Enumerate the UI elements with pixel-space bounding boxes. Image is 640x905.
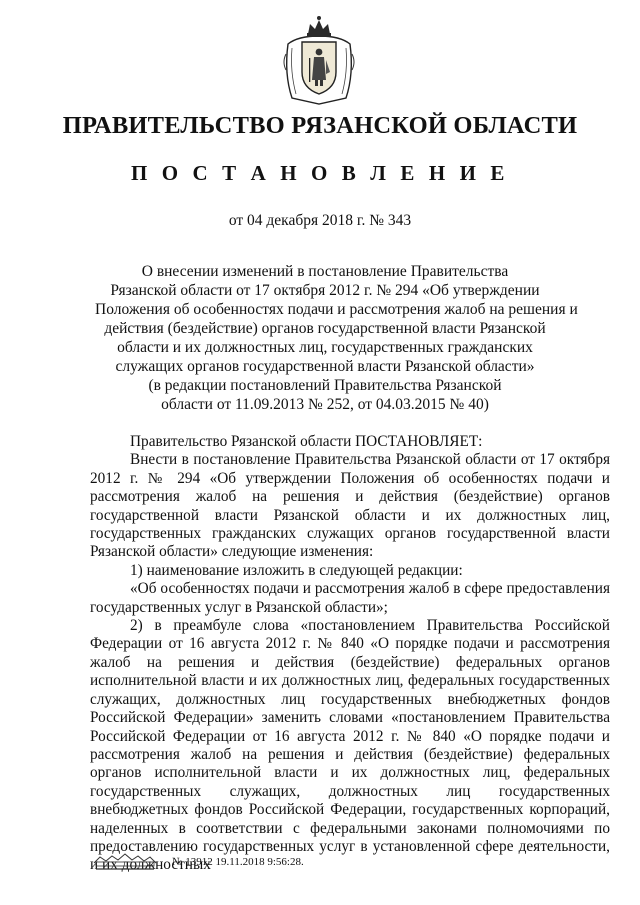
government-title: ПРАВИТЕЛЬСТВО РЯЗАНСКОЙ ОБЛАСТИ — [62, 112, 578, 139]
document-type-title: П О С Т А Н О В Л Е Н И Е — [130, 161, 509, 185]
document-subject — [95, 262, 578, 414]
subject-line: О внесении изменений в постановление Правительства — [141, 263, 509, 280]
registration-mark: № 13912 19.11.2018 9:56:28. — [172, 856, 304, 868]
body-paragraph: Правительство Рязанской области ПОСТАНОВЛЯЕТ: — [130, 433, 483, 450]
subject-line: служащих органов государственной власти Рязанской области» — [115, 358, 535, 375]
body-paragraph: «Об особенностях подачи и рассмотрения жалоб в сфере предоставления государственных услуг в Рязанской области»; — [90, 580, 610, 616]
subject-line: области и их должностных лиц, государственных гражданских — [117, 339, 533, 356]
subject-line: (в редакции постановлений Правительства Рязанской — [148, 377, 502, 394]
registry-stamp-icon — [92, 851, 158, 871]
subject-line: области от 11.09.2013 № 252, от 04.03.2015 № 40) — [161, 396, 489, 413]
ryazan-coat-of-arms-emblem — [282, 14, 356, 106]
registration-footer — [92, 849, 332, 873]
document-body — [90, 433, 610, 875]
subject-line: Рязанской области от 17 октября 2012 г. № 294 «Об утверждении — [110, 282, 540, 299]
body-paragraph: 1) наименование изложить в следующей редакции: — [130, 561, 463, 579]
subject-line: Положения об особенностях подачи и рассмотрения жалоб на решения и — [95, 301, 578, 318]
document-date-number: от 04 декабря 2018 г. № 343 — [228, 212, 412, 229]
body-paragraph: 2) в преамбуле слова «постановлением Правительства Российской Федерации от 16 августа 2012 г. № 840 «О порядке подачи и рассмотрения жалоб на решения и действия (бездействие) федеральных органов исполнительной власти и их должностных лиц, федеральных государственных служащих, должностных лиц государственных внебюджетных фондов Российской Федерации» заменить словами «постановлением Правительства Российской Федерации от 16 августа 2012 г. № 840 «О порядке подачи и рассмотрения жалоб на решения и действия (бездействие) федеральных органов исполнительной власти и их должностных лиц, федеральных государственных служащих, должностных лиц государственных внебюджетных фондов Российской Федерации, государственных корпораций, наделенных в соответствии с федеральными законами полномочиями по предоставлению государственных услуг в установленной сфере деятельности, и их должностных — [90, 617, 610, 874]
subject-line: действия (бездействие) органов государственной власти Рязанской — [104, 320, 546, 337]
body-paragraph: Внести в постановление Правительства Рязанской области от 17 октября 2012 г. № 294 «Об утверждении Положения об особенностях подачи и рассмотрения жалоб на решения и действия (бездействие) органов государственной власти Рязанской области и их должностных лиц, государственных гражданских служащих органов государственной власти Рязанской области» следующие изменения: — [90, 451, 610, 561]
